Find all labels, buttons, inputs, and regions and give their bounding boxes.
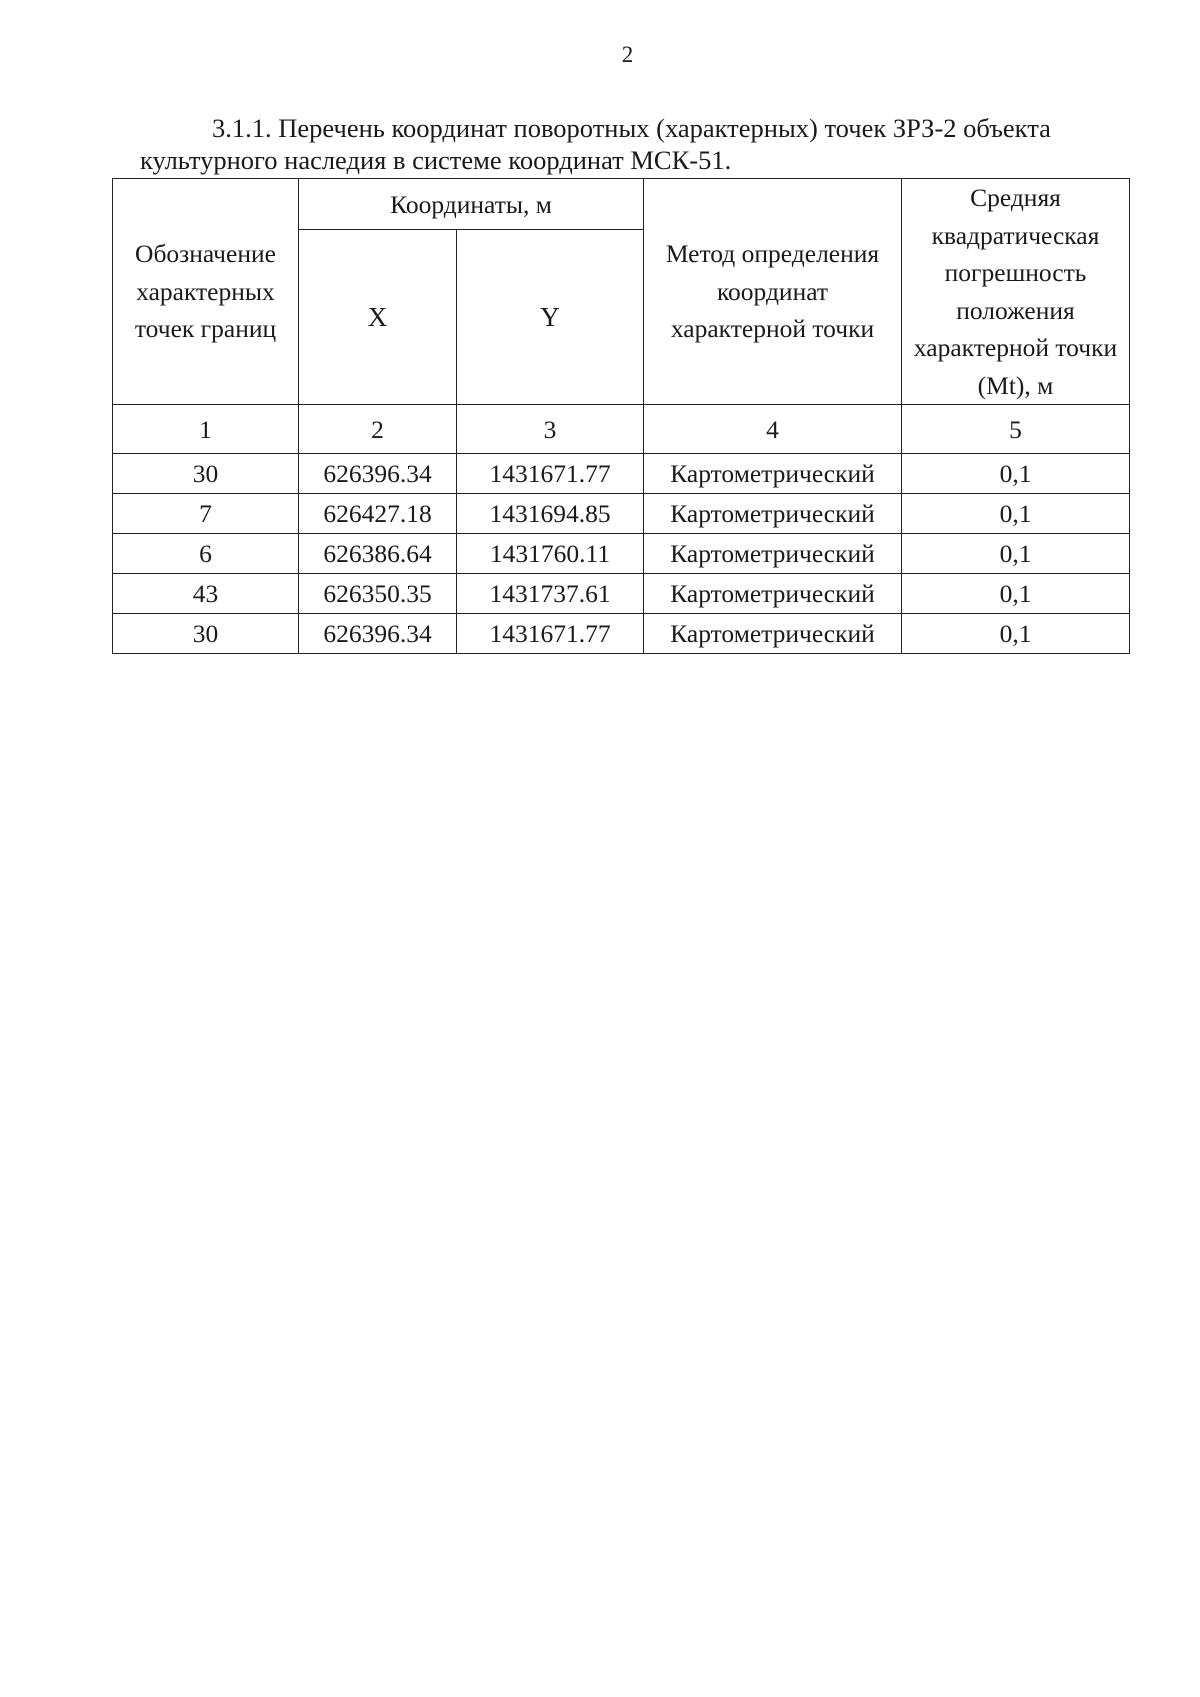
section-heading xyxy=(140,112,1140,176)
cell-y: 1431671.77 xyxy=(457,454,644,494)
cell-error: 0,1 xyxy=(902,534,1130,574)
table-row xyxy=(113,454,1130,494)
column-number: 5 xyxy=(902,405,1130,454)
column-number: 4 xyxy=(644,405,902,454)
coordinates-table xyxy=(112,178,1130,654)
cell-error: 0,1 xyxy=(902,454,1130,494)
cell-error: 0,1 xyxy=(902,614,1130,654)
column-number: 3 xyxy=(457,405,644,454)
cell-y: 1431737.61 xyxy=(457,574,644,614)
header-error: Средняя квадратическая погрешность положения характерной точки (Mt), м xyxy=(902,179,1130,405)
heading-line-1: 3.1.1. Перечень координат поворотных (характерных) точек ЗРЗ-2 объекта xyxy=(212,113,1051,143)
cell-method: Картометрический xyxy=(644,494,902,534)
cell-method: Картометрический xyxy=(644,574,902,614)
cell-y: 1431694.85 xyxy=(457,494,644,534)
cell-x: 626396.34 xyxy=(299,614,457,654)
table-row xyxy=(113,494,1130,534)
column-number: 1 xyxy=(113,405,299,454)
header-y: Y xyxy=(457,230,644,405)
cell-point: 7 xyxy=(113,494,299,534)
table-row xyxy=(113,534,1130,574)
cell-point: 6 xyxy=(113,534,299,574)
table-header-row xyxy=(113,179,1130,230)
cell-point: 43 xyxy=(113,574,299,614)
column-number: 2 xyxy=(299,405,457,454)
header-coordinates: Координаты, м xyxy=(299,179,644,230)
cell-method: Картометрический xyxy=(644,534,902,574)
cell-method: Картометрический xyxy=(644,454,902,494)
header-x: X xyxy=(299,230,457,405)
cell-y: 1431671.77 xyxy=(457,614,644,654)
cell-x: 626386.64 xyxy=(299,534,457,574)
cell-point: 30 xyxy=(113,454,299,494)
table-row xyxy=(113,574,1130,614)
cell-x: 626350.35 xyxy=(299,574,457,614)
cell-method: Картометрический xyxy=(644,614,902,654)
column-number-row xyxy=(113,405,1130,454)
cell-error: 0,1 xyxy=(902,574,1130,614)
cell-x: 626427.18 xyxy=(299,494,457,534)
header-designation: Обозначение характерных точек границ xyxy=(113,179,299,405)
table-row xyxy=(113,614,1130,654)
page-number: 2 xyxy=(621,42,634,67)
cell-x: 626396.34 xyxy=(299,454,457,494)
heading-line-2: культурного наследия в системе координат МСК-51. xyxy=(140,145,732,175)
header-method: Метод определения координат характерной точки xyxy=(644,179,902,405)
cell-y: 1431760.11 xyxy=(457,534,644,574)
cell-error: 0,1 xyxy=(902,494,1130,534)
cell-point: 30 xyxy=(113,614,299,654)
